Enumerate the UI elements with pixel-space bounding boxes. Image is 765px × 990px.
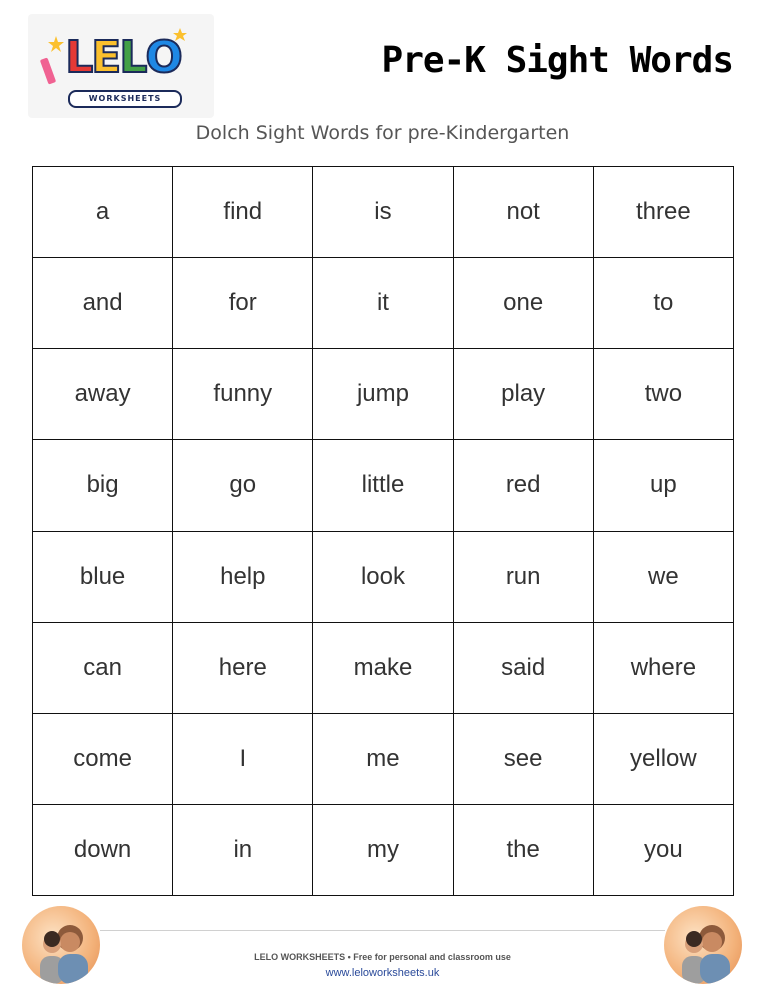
table-row xyxy=(33,622,734,713)
table-row xyxy=(33,713,734,804)
logo-letter: O xyxy=(145,32,181,83)
word-cell: my xyxy=(313,804,453,895)
word-cell: and xyxy=(33,258,173,349)
table-row xyxy=(33,804,734,895)
table-row xyxy=(33,258,734,349)
word-cell: blue xyxy=(33,531,173,622)
word-cell: is xyxy=(313,167,453,258)
table-row xyxy=(33,440,734,531)
word-cell: said xyxy=(453,622,593,713)
word-cell: here xyxy=(173,622,313,713)
word-cell: the xyxy=(453,804,593,895)
word-cell: help xyxy=(173,531,313,622)
word-cell: jump xyxy=(313,349,453,440)
avatar-illustration xyxy=(664,906,742,984)
word-cell: can xyxy=(33,622,173,713)
word-cell: we xyxy=(593,531,733,622)
word-cell: for xyxy=(173,258,313,349)
word-cell: come xyxy=(33,713,173,804)
word-cell: where xyxy=(593,622,733,713)
word-cell: a xyxy=(33,167,173,258)
word-cell: it xyxy=(313,258,453,349)
footer-url[interactable]: www.leloworksheets.uk xyxy=(325,967,440,979)
word-cell: find xyxy=(173,167,313,258)
sight-word-grid xyxy=(32,166,734,896)
table-row xyxy=(33,531,734,622)
word-cell: funny xyxy=(173,349,313,440)
word-cell: up xyxy=(593,440,733,531)
table-row xyxy=(33,349,734,440)
word-cell: I xyxy=(173,713,313,804)
word-cell: red xyxy=(453,440,593,531)
word-cell: see xyxy=(453,713,593,804)
word-cell: run xyxy=(453,531,593,622)
word-cell: yellow xyxy=(593,713,733,804)
word-cell: me xyxy=(313,713,453,804)
word-cell: in xyxy=(173,804,313,895)
word-cell: three xyxy=(593,167,733,258)
word-cell: look xyxy=(313,531,453,622)
logo xyxy=(28,14,214,118)
footer-text: LELO WORKSHEETS • Free for personal and classroom use xyxy=(254,952,511,962)
logo-letter: L xyxy=(119,32,146,83)
avatar xyxy=(664,906,742,984)
page-subtitle: Dolch Sight Words for pre-Kindergarten xyxy=(195,122,570,144)
table-row xyxy=(33,167,734,258)
page-title: Pre-K Sight Words xyxy=(381,40,733,81)
word-cell: one xyxy=(453,258,593,349)
word-cell: make xyxy=(313,622,453,713)
footer-divider xyxy=(100,930,665,931)
word-cell: big xyxy=(33,440,173,531)
word-cell: to xyxy=(593,258,733,349)
word-cell: two xyxy=(593,349,733,440)
word-cell: go xyxy=(173,440,313,531)
logo-wordmark xyxy=(48,32,198,83)
word-cell: away xyxy=(33,349,173,440)
word-cell: play xyxy=(453,349,593,440)
word-cell: little xyxy=(313,440,453,531)
word-cell: you xyxy=(593,804,733,895)
word-cell: not xyxy=(453,167,593,258)
logo-letter: L xyxy=(65,32,92,83)
word-cell: down xyxy=(33,804,173,895)
logo-banner: WORKSHEETS xyxy=(68,90,182,108)
logo-letter: E xyxy=(91,32,120,83)
